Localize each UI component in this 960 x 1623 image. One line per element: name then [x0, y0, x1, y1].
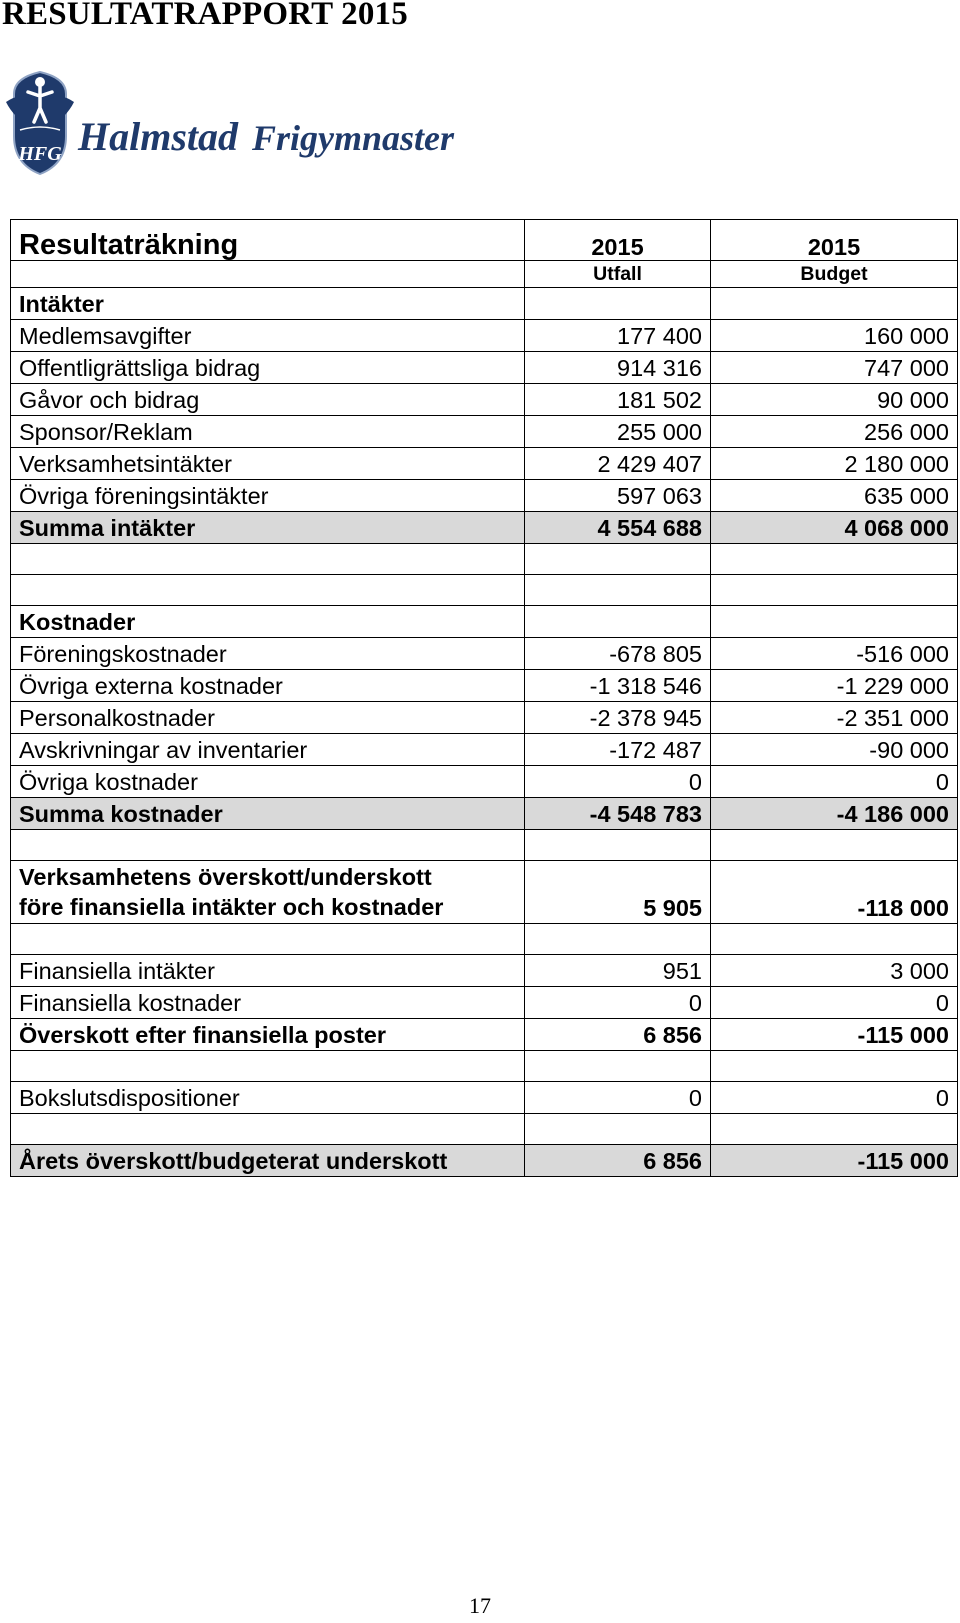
table-header-row: [11, 220, 958, 261]
table-row: Bokslutsdispositioner 0 0: [11, 1082, 958, 1114]
table-row: Föreningskostnader -678 805 -516 000: [11, 638, 958, 670]
column-year-actual: 2015: [525, 220, 711, 261]
spacer-row: [11, 924, 958, 955]
club-logo: [6, 66, 456, 178]
table-row: Övriga kostnader 0 0: [11, 766, 958, 798]
final-result-row: Årets överskott/budgeterat underskott 6 856 -115 000: [11, 1145, 958, 1177]
document-title: RESULTATRAPPORT 2015: [2, 0, 408, 32]
table-title: Resultaträkning: [11, 220, 525, 261]
income-statement-table: [10, 219, 958, 1177]
table-row: Finansiella kostnader 0 0: [11, 987, 958, 1019]
shield-emblem-icon: [6, 72, 74, 174]
table-row: Offentligrättsliga bidrag 914 316 747 000: [11, 352, 958, 384]
column-label-actual: Utfall: [525, 261, 711, 288]
total-row-financial: Överskott efter finansiella poster 6 856 -115 000: [11, 1019, 958, 1051]
table-row: Personalkostnader -2 378 945 -2 351 000: [11, 702, 958, 734]
table-row: Avskrivningar av inventarier -172 487 -90 000: [11, 734, 958, 766]
table-row: Medlemsavgifter 177 400 160 000: [11, 320, 958, 352]
table-row: Övriga externa kostnader -1 318 546 -1 229 000: [11, 670, 958, 702]
column-year-budget: 2015: [711, 220, 958, 261]
section-heading-costs: Kostnader: [11, 606, 958, 638]
spacer-row: [11, 575, 958, 606]
operating-result-row: Verksamhetens överskott/underskott före finansiella intäkter och kostnader 5 905 -118 000: [11, 861, 958, 924]
operating-result-label-line1: Verksamhetens överskott/underskott: [19, 864, 432, 890]
column-label-budget: Budget: [711, 261, 958, 288]
page-number: 17: [469, 1593, 491, 1618]
total-row-income: Summa intäkter 4 554 688 4 068 000: [11, 512, 958, 544]
section-heading-income: Intäkter: [11, 288, 958, 320]
table-row: Sponsor/Reklam 255 000 256 000: [11, 416, 958, 448]
total-row-costs: Summa kostnader -4 548 783 -4 186 000: [11, 798, 958, 830]
logo-wordmark-halmstad: Halmstad: [78, 114, 239, 159]
spacer-row: [11, 544, 958, 575]
logo-wordmark-frigymnaster: Frigymnaster: [252, 118, 455, 158]
table-subheader-row: [11, 261, 958, 288]
table-row: Finansiella intäkter 951 3 000: [11, 955, 958, 987]
spacer-row: [11, 1114, 958, 1145]
table-row: Gåvor och bidrag 181 502 90 000: [11, 384, 958, 416]
logo-monogram: HFG: [18, 143, 62, 165]
table-row: Verksamhetsintäkter 2 429 407 2 180 000: [11, 448, 958, 480]
table-row: Övriga föreningsintäkter 597 063 635 000: [11, 480, 958, 512]
operating-result-label-line2: före finansiella intäkter och kostnader: [19, 894, 444, 920]
spacer-row: [11, 830, 958, 861]
spacer-row: [11, 1051, 958, 1082]
